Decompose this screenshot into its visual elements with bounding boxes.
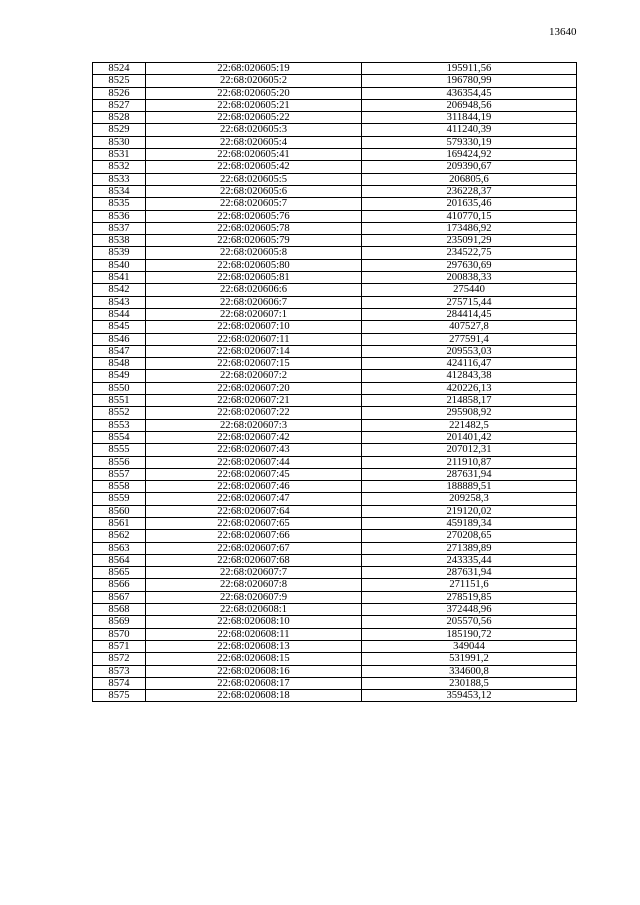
- cadastral-number-cell: 22:68:020608:11: [146, 628, 362, 640]
- value-cell: 287631,94: [362, 468, 577, 480]
- row-number-cell: 8558: [93, 481, 146, 493]
- table-row: [93, 395, 577, 407]
- value-cell: 349044: [362, 640, 577, 652]
- row-number-cell: 8559: [93, 493, 146, 505]
- value-cell: 221482,5: [362, 419, 577, 431]
- cadastral-number-cell: 22:68:020605:79: [146, 235, 362, 247]
- table-row: [93, 567, 577, 579]
- value-cell: 297630,69: [362, 259, 577, 271]
- table-row: [93, 370, 577, 382]
- row-number-cell: 8536: [93, 210, 146, 222]
- cadastral-number-cell: 22:68:020608:13: [146, 640, 362, 652]
- row-number-cell: 8524: [93, 63, 146, 75]
- value-cell: 209553,03: [362, 345, 577, 357]
- value-cell: 243335,44: [362, 554, 577, 566]
- cadastral-number-cell: 22:68:020607:43: [146, 444, 362, 456]
- page-number: 13640: [549, 26, 577, 38]
- value-cell: 209390,67: [362, 161, 577, 173]
- table-row: [93, 296, 577, 308]
- row-number-cell: 8566: [93, 579, 146, 591]
- cadastral-number-cell: 22:68:020607:22: [146, 407, 362, 419]
- row-number-cell: 8537: [93, 222, 146, 234]
- cadastral-number-cell: 22:68:020605:5: [146, 173, 362, 185]
- row-number-cell: 8550: [93, 382, 146, 394]
- cadastral-number-cell: 22:68:020605:20: [146, 87, 362, 99]
- cadastral-number-cell: 22:68:020607:20: [146, 382, 362, 394]
- cadastral-number-cell: 22:68:020605:7: [146, 198, 362, 210]
- value-cell: 230188,5: [362, 677, 577, 689]
- value-cell: 277591,4: [362, 333, 577, 345]
- row-number-cell: 8530: [93, 136, 146, 148]
- value-cell: 284414,45: [362, 308, 577, 320]
- row-number-cell: 8543: [93, 296, 146, 308]
- value-cell: 420226,13: [362, 382, 577, 394]
- row-number-cell: 8560: [93, 505, 146, 517]
- cadastral-number-cell: 22:68:020608:15: [146, 653, 362, 665]
- table-row: [93, 456, 577, 468]
- value-cell: 207012,31: [362, 444, 577, 456]
- cadastral-number-cell: 22:68:020607:15: [146, 358, 362, 370]
- value-cell: 206948,56: [362, 99, 577, 111]
- table-row: [93, 198, 577, 210]
- value-cell: 201635,46: [362, 198, 577, 210]
- row-number-cell: 8541: [93, 272, 146, 284]
- table-row: [93, 99, 577, 111]
- row-number-cell: 8527: [93, 99, 146, 111]
- row-number-cell: 8533: [93, 173, 146, 185]
- cadastral-number-cell: 22:68:020607:64: [146, 505, 362, 517]
- table-row: [93, 665, 577, 677]
- cadastral-number-cell: 22:68:020607:68: [146, 554, 362, 566]
- table-body: [93, 63, 577, 702]
- table-row: [93, 284, 577, 296]
- cadastral-number-cell: 22:68:020605:41: [146, 149, 362, 161]
- cadastral-number-cell: 22:68:020608:17: [146, 677, 362, 689]
- cadastral-number-cell: 22:68:020607:14: [146, 345, 362, 357]
- value-cell: 411240,39: [362, 124, 577, 136]
- value-cell: 424116,47: [362, 358, 577, 370]
- value-cell: 459189,34: [362, 517, 577, 529]
- value-cell: 271151,6: [362, 579, 577, 591]
- value-cell: 214858,17: [362, 395, 577, 407]
- cadastral-number-cell: 22:68:020607:47: [146, 493, 362, 505]
- table-row: [93, 63, 577, 75]
- value-cell: 201401,42: [362, 431, 577, 443]
- row-number-cell: 8564: [93, 554, 146, 566]
- table-row: [93, 87, 577, 99]
- table-row: [93, 640, 577, 652]
- cadastral-number-cell: 22:68:020607:3: [146, 419, 362, 431]
- cadastral-number-cell: 22:68:020608:10: [146, 616, 362, 628]
- table-row: [93, 161, 577, 173]
- value-cell: 412843,38: [362, 370, 577, 382]
- value-cell: 195911,56: [362, 63, 577, 75]
- row-number-cell: 8545: [93, 321, 146, 333]
- value-cell: 410770,15: [362, 210, 577, 222]
- row-number-cell: 8562: [93, 530, 146, 542]
- cadastral-number-cell: 22:68:020605:42: [146, 161, 362, 173]
- value-cell: 169424,92: [362, 149, 577, 161]
- row-number-cell: 8553: [93, 419, 146, 431]
- table-row: [93, 628, 577, 640]
- table-row: [93, 591, 577, 603]
- row-number-cell: 8538: [93, 235, 146, 247]
- table-row: [93, 321, 577, 333]
- row-number-cell: 8531: [93, 149, 146, 161]
- cadastral-number-cell: 22:68:020607:42: [146, 431, 362, 443]
- value-cell: 372448,96: [362, 604, 577, 616]
- value-cell: 275440: [362, 284, 577, 296]
- cadastral-number-cell: 22:68:020607:46: [146, 481, 362, 493]
- table-row: [93, 554, 577, 566]
- cadastral-number-cell: 22:68:020605:6: [146, 185, 362, 197]
- table-row: [93, 308, 577, 320]
- table-row: [93, 136, 577, 148]
- table-row: [93, 419, 577, 431]
- table-row: [93, 468, 577, 480]
- value-cell: 579330,19: [362, 136, 577, 148]
- row-number-cell: 8547: [93, 345, 146, 357]
- row-number-cell: 8563: [93, 542, 146, 554]
- value-cell: 334600,8: [362, 665, 577, 677]
- row-number-cell: 8568: [93, 604, 146, 616]
- value-cell: 205570,56: [362, 616, 577, 628]
- cadastral-number-cell: 22:68:020605:4: [146, 136, 362, 148]
- row-number-cell: 8535: [93, 198, 146, 210]
- row-number-cell: 8549: [93, 370, 146, 382]
- row-number-cell: 8548: [93, 358, 146, 370]
- row-number-cell: 8534: [93, 185, 146, 197]
- table-row: [93, 616, 577, 628]
- cadastral-number-cell: 22:68:020605:3: [146, 124, 362, 136]
- table-row: [93, 210, 577, 222]
- cadastral-number-cell: 22:68:020606:6: [146, 284, 362, 296]
- cadastral-number-cell: 22:68:020605:21: [146, 99, 362, 111]
- row-number-cell: 8571: [93, 640, 146, 652]
- row-number-cell: 8561: [93, 517, 146, 529]
- cadastral-number-cell: 22:68:020606:7: [146, 296, 362, 308]
- row-number-cell: 8567: [93, 591, 146, 603]
- table-row: [93, 112, 577, 124]
- row-number-cell: 8528: [93, 112, 146, 124]
- cadastral-number-cell: 22:68:020607:44: [146, 456, 362, 468]
- cadastral-number-cell: 22:68:020608:16: [146, 665, 362, 677]
- table-row: [93, 530, 577, 542]
- row-number-cell: 8556: [93, 456, 146, 468]
- value-cell: 275715,44: [362, 296, 577, 308]
- table-row: [93, 345, 577, 357]
- value-cell: 173486,92: [362, 222, 577, 234]
- table-row: [93, 272, 577, 284]
- value-cell: 359453,12: [362, 690, 577, 702]
- table-row: [93, 185, 577, 197]
- table-row: [93, 517, 577, 529]
- table-row: [93, 222, 577, 234]
- cadastral-number-cell: 22:68:020605:8: [146, 247, 362, 259]
- cadastral-number-cell: 22:68:020605:80: [146, 259, 362, 271]
- table-row: [93, 382, 577, 394]
- row-number-cell: 8555: [93, 444, 146, 456]
- row-number-cell: 8575: [93, 690, 146, 702]
- value-cell: 531991,2: [362, 653, 577, 665]
- table-row: [93, 677, 577, 689]
- row-number-cell: 8544: [93, 308, 146, 320]
- row-number-cell: 8542: [93, 284, 146, 296]
- table-row: [93, 493, 577, 505]
- table-row: [93, 579, 577, 591]
- value-cell: 200838,33: [362, 272, 577, 284]
- cadastral-number-cell: 22:68:020607:10: [146, 321, 362, 333]
- row-number-cell: 8574: [93, 677, 146, 689]
- cadastral-number-cell: 22:68:020607:45: [146, 468, 362, 480]
- cadastral-number-cell: 22:68:020605:22: [146, 112, 362, 124]
- table-row: [93, 690, 577, 702]
- row-number-cell: 8546: [93, 333, 146, 345]
- row-number-cell: 8573: [93, 665, 146, 677]
- row-number-cell: 8551: [93, 395, 146, 407]
- cadastral-number-cell: 22:68:020607:9: [146, 591, 362, 603]
- row-number-cell: 8557: [93, 468, 146, 480]
- value-cell: 209258,3: [362, 493, 577, 505]
- row-number-cell: 8529: [93, 124, 146, 136]
- row-number-cell: 8569: [93, 616, 146, 628]
- table-row: [93, 505, 577, 517]
- row-number-cell: 8532: [93, 161, 146, 173]
- value-cell: 206805,6: [362, 173, 577, 185]
- cadastral-number-cell: 22:68:020605:76: [146, 210, 362, 222]
- value-cell: 287631,94: [362, 567, 577, 579]
- row-number-cell: 8539: [93, 247, 146, 259]
- row-number-cell: 8570: [93, 628, 146, 640]
- value-cell: 188889,51: [362, 481, 577, 493]
- table-row: [93, 124, 577, 136]
- value-cell: 196780,99: [362, 75, 577, 87]
- row-number-cell: 8552: [93, 407, 146, 419]
- value-cell: 234522,75: [362, 247, 577, 259]
- value-cell: 436354,45: [362, 87, 577, 99]
- value-cell: 211910,87: [362, 456, 577, 468]
- value-cell: 295908,92: [362, 407, 577, 419]
- cadastral-number-cell: 22:68:020605:2: [146, 75, 362, 87]
- table-row: [93, 149, 577, 161]
- table-row: [93, 333, 577, 345]
- value-cell: 278519,85: [362, 591, 577, 603]
- table-row: [93, 407, 577, 419]
- row-number-cell: 8540: [93, 259, 146, 271]
- table-row: [93, 604, 577, 616]
- value-cell: 311844,19: [362, 112, 577, 124]
- cadastral-table: [92, 62, 577, 702]
- cadastral-number-cell: 22:68:020605:78: [146, 222, 362, 234]
- cadastral-number-cell: 22:68:020607:11: [146, 333, 362, 345]
- cadastral-number-cell: 22:68:020607:7: [146, 567, 362, 579]
- row-number-cell: 8525: [93, 75, 146, 87]
- row-number-cell: 8554: [93, 431, 146, 443]
- value-cell: 271389,89: [362, 542, 577, 554]
- value-cell: 185190,72: [362, 628, 577, 640]
- value-cell: 407527,8: [362, 321, 577, 333]
- table-row: [93, 431, 577, 443]
- cadastral-number-cell: 22:68:020608:1: [146, 604, 362, 616]
- table-row: [93, 173, 577, 185]
- table-row: [93, 653, 577, 665]
- cadastral-number-cell: 22:68:020608:18: [146, 690, 362, 702]
- cadastral-number-cell: 22:68:020607:66: [146, 530, 362, 542]
- table-row: [93, 542, 577, 554]
- row-number-cell: 8526: [93, 87, 146, 99]
- row-number-cell: 8572: [93, 653, 146, 665]
- value-cell: 235091,29: [362, 235, 577, 247]
- row-number-cell: 8565: [93, 567, 146, 579]
- table-row: [93, 358, 577, 370]
- cadastral-number-cell: 22:68:020607:1: [146, 308, 362, 320]
- table-row: [93, 481, 577, 493]
- value-cell: 270208,65: [362, 530, 577, 542]
- cadastral-number-cell: 22:68:020607:8: [146, 579, 362, 591]
- value-cell: 219120,02: [362, 505, 577, 517]
- cadastral-number-cell: 22:68:020607:67: [146, 542, 362, 554]
- table-row: [93, 235, 577, 247]
- value-cell: 236228,37: [362, 185, 577, 197]
- cadastral-number-cell: 22:68:020605:19: [146, 63, 362, 75]
- table-row: [93, 259, 577, 271]
- table-row: [93, 444, 577, 456]
- cadastral-number-cell: 22:68:020605:81: [146, 272, 362, 284]
- cadastral-number-cell: 22:68:020607:21: [146, 395, 362, 407]
- cadastral-number-cell: 22:68:020607:65: [146, 517, 362, 529]
- cadastral-number-cell: 22:68:020607:2: [146, 370, 362, 382]
- table-row: [93, 75, 577, 87]
- table-row: [93, 247, 577, 259]
